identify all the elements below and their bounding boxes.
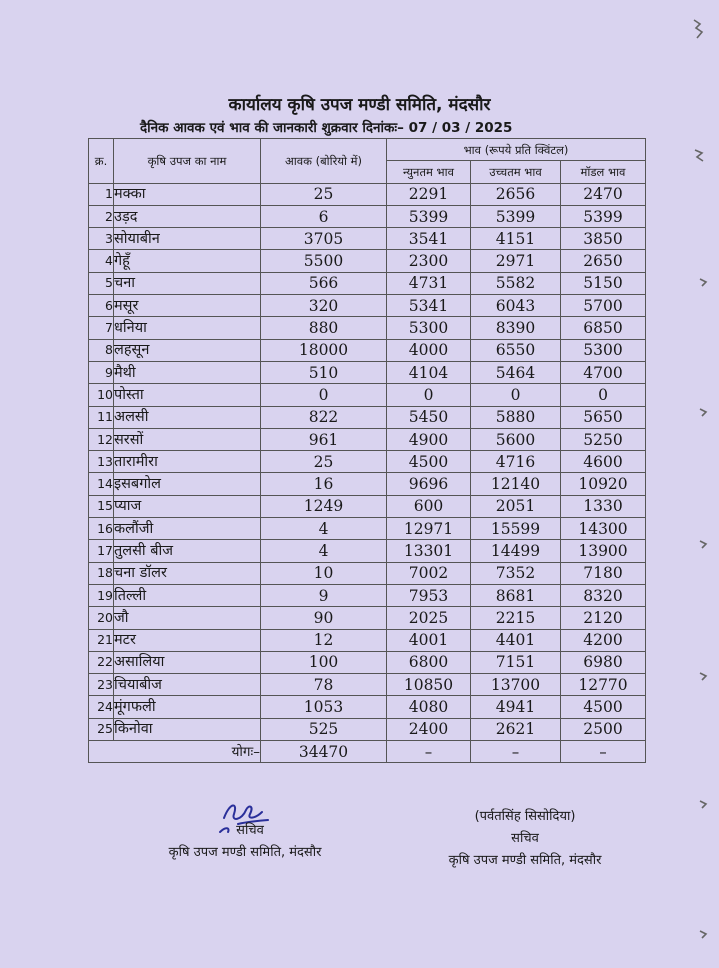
row-serial-number: 12	[89, 428, 114, 450]
row-serial-number: 9	[89, 361, 114, 383]
total-label: योगः–	[89, 741, 261, 763]
row-max-price: 12140	[471, 473, 561, 495]
row-serial-number: 14	[89, 473, 114, 495]
row-arrival: 4	[261, 518, 387, 540]
row-modal-price: 4500	[561, 696, 646, 718]
left-signatory-office: कृषि उपज मण्डी समिति, मंदसौर	[168, 845, 322, 860]
right-signatory-office: कृषि उपज मण्डी समिति, मंदसौर	[448, 853, 602, 868]
row-min-price: 10850	[387, 674, 471, 696]
row-serial-number: 3	[89, 228, 114, 250]
row-min-price: 5300	[387, 317, 471, 339]
row-serial-number: 6	[89, 295, 114, 317]
row-modal-price: 13900	[561, 540, 646, 562]
table-row	[89, 518, 646, 540]
row-arrival: 961	[261, 428, 387, 450]
row-serial-number: 5	[89, 272, 114, 294]
row-min-price: 2400	[387, 718, 471, 740]
row-serial-number: 4	[89, 250, 114, 272]
total-min-price: –	[387, 741, 471, 763]
row-crop-name: तिल्ली	[114, 584, 261, 606]
row-arrival: 10	[261, 562, 387, 584]
row-serial-number: 8	[89, 339, 114, 361]
right-signature-block	[400, 806, 650, 872]
row-min-price: 4080	[387, 696, 471, 718]
binder-hole-mark	[696, 796, 712, 816]
row-arrival: 320	[261, 295, 387, 317]
table-row	[89, 317, 646, 339]
row-crop-name: जौ	[114, 607, 261, 629]
row-crop-name: मक्का	[114, 183, 261, 205]
row-arrival: 25	[261, 183, 387, 205]
row-serial-number: 15	[89, 495, 114, 517]
row-serial-number: 2	[89, 205, 114, 227]
row-max-price: 5880	[471, 406, 561, 428]
row-modal-price: 4700	[561, 361, 646, 383]
row-min-price: 13301	[387, 540, 471, 562]
table-row	[89, 361, 646, 383]
row-modal-price: 5300	[561, 339, 646, 361]
row-max-price: 7151	[471, 651, 561, 673]
row-max-price: 5582	[471, 272, 561, 294]
row-crop-name: सोयाबीन	[114, 228, 261, 250]
row-crop-name: गेहूँ	[114, 250, 261, 272]
row-min-price: 9696	[387, 473, 471, 495]
row-min-price: 4900	[387, 428, 471, 450]
row-modal-price: 6980	[561, 651, 646, 673]
row-arrival: 5500	[261, 250, 387, 272]
row-min-price: 7002	[387, 562, 471, 584]
row-min-price: 3541	[387, 228, 471, 250]
row-arrival: 510	[261, 361, 387, 383]
table-row	[89, 250, 646, 272]
row-max-price: 4151	[471, 228, 561, 250]
row-modal-price: 8320	[561, 584, 646, 606]
row-max-price: 13700	[471, 674, 561, 696]
row-modal-price: 14300	[561, 518, 646, 540]
table-row	[89, 384, 646, 406]
row-crop-name: प्याज	[114, 495, 261, 517]
table-row	[89, 205, 646, 227]
row-max-price: 6550	[471, 339, 561, 361]
row-serial-number: 13	[89, 451, 114, 473]
row-crop-name: चना डॉलर	[114, 562, 261, 584]
row-serial-number: 18	[89, 562, 114, 584]
row-crop-name: अलसी	[114, 406, 261, 428]
table-row	[89, 428, 646, 450]
row-modal-price: 2470	[561, 183, 646, 205]
document-title: कार्यालय कृषि उपज मण्डी समिति, मंदसौर	[228, 95, 491, 115]
row-modal-price: 12770	[561, 674, 646, 696]
row-max-price: 2215	[471, 607, 561, 629]
row-max-price: 4941	[471, 696, 561, 718]
binder-hole-mark	[696, 926, 712, 946]
header-crop-name: कृषि उपज का नाम	[114, 139, 261, 184]
row-min-price: 5341	[387, 295, 471, 317]
row-min-price: 5399	[387, 205, 471, 227]
row-modal-price: 6850	[561, 317, 646, 339]
row-max-price: 14499	[471, 540, 561, 562]
table-row	[89, 295, 646, 317]
total-row	[89, 741, 646, 763]
row-min-price: 5450	[387, 406, 471, 428]
table-row	[89, 495, 646, 517]
row-min-price: 6800	[387, 651, 471, 673]
table-row	[89, 451, 646, 473]
row-arrival: 4	[261, 540, 387, 562]
row-serial-number: 25	[89, 718, 114, 740]
row-crop-name: चना	[114, 272, 261, 294]
table-row	[89, 562, 646, 584]
row-arrival: 525	[261, 718, 387, 740]
row-crop-name: सरसों	[114, 428, 261, 450]
row-serial-number: 23	[89, 674, 114, 696]
row-max-price: 7352	[471, 562, 561, 584]
row-min-price: 4000	[387, 339, 471, 361]
row-crop-name: मूंगफली	[114, 696, 261, 718]
binder-hole-mark	[696, 404, 712, 424]
row-arrival: 78	[261, 674, 387, 696]
row-arrival: 822	[261, 406, 387, 428]
row-arrival: 90	[261, 607, 387, 629]
row-serial-number: 21	[89, 629, 114, 651]
row-arrival: 566	[261, 272, 387, 294]
header-serial-number: क्र.	[89, 139, 114, 184]
binder-hole-mark	[690, 144, 710, 168]
table-row	[89, 607, 646, 629]
header-max-price: उच्चतम भाव	[471, 161, 561, 183]
row-serial-number: 22	[89, 651, 114, 673]
table-row	[89, 473, 646, 495]
row-serial-number: 20	[89, 607, 114, 629]
row-crop-name: चियाबीज	[114, 674, 261, 696]
row-max-price: 4401	[471, 629, 561, 651]
binder-hole-mark	[696, 668, 712, 688]
row-serial-number: 16	[89, 518, 114, 540]
row-max-price: 2971	[471, 250, 561, 272]
table-row	[89, 629, 646, 651]
row-crop-name: असालिया	[114, 651, 261, 673]
row-crop-name: उड़द	[114, 205, 261, 227]
table-row	[89, 272, 646, 294]
row-max-price: 2656	[471, 183, 561, 205]
row-arrival: 25	[261, 451, 387, 473]
table-row	[89, 183, 646, 205]
row-max-price: 5399	[471, 205, 561, 227]
row-modal-price: 2500	[561, 718, 646, 740]
row-crop-name: कलौंजी	[114, 518, 261, 540]
row-modal-price: 5650	[561, 406, 646, 428]
row-max-price: 8390	[471, 317, 561, 339]
row-max-price: 5600	[471, 428, 561, 450]
table-row	[89, 718, 646, 740]
row-modal-price: 2650	[561, 250, 646, 272]
row-crop-name: तारामीरा	[114, 451, 261, 473]
row-serial-number: 19	[89, 584, 114, 606]
row-arrival: 1053	[261, 696, 387, 718]
mandi-rate-table	[88, 138, 646, 763]
table-row	[89, 406, 646, 428]
row-min-price: 2291	[387, 183, 471, 205]
left-signatory-designation: सचिव	[236, 823, 264, 838]
table-row	[89, 339, 646, 361]
row-arrival: 3705	[261, 228, 387, 250]
row-crop-name: इसबगोल	[114, 473, 261, 495]
document-subtitle: दैनिक आवक एवं भाव की जानकारी शुक्रवार दिनांकः– 07 / 03 / 2025	[140, 120, 513, 136]
row-arrival: 6	[261, 205, 387, 227]
row-min-price: 4500	[387, 451, 471, 473]
row-crop-name: तुलसी बीज	[114, 540, 261, 562]
row-modal-price: 3850	[561, 228, 646, 250]
table-row	[89, 696, 646, 718]
row-min-price: 12971	[387, 518, 471, 540]
row-min-price: 600	[387, 495, 471, 517]
row-serial-number: 11	[89, 406, 114, 428]
row-arrival: 0	[261, 384, 387, 406]
row-crop-name: पोस्ता	[114, 384, 261, 406]
table-row	[89, 540, 646, 562]
row-max-price: 4716	[471, 451, 561, 473]
row-crop-name: मैथी	[114, 361, 261, 383]
row-modal-price: 5250	[561, 428, 646, 450]
row-min-price: 4001	[387, 629, 471, 651]
row-serial-number: 10	[89, 384, 114, 406]
header-price-group: भाव (रूपये प्रति क्विंटल)	[387, 139, 646, 161]
row-modal-price: 5399	[561, 205, 646, 227]
row-crop-name: लहसून	[114, 339, 261, 361]
row-modal-price: 5700	[561, 295, 646, 317]
row-min-price: 0	[387, 384, 471, 406]
row-arrival: 9	[261, 584, 387, 606]
row-serial-number: 17	[89, 540, 114, 562]
table-row	[89, 584, 646, 606]
row-min-price: 2300	[387, 250, 471, 272]
row-modal-price: 0	[561, 384, 646, 406]
row-arrival: 100	[261, 651, 387, 673]
row-modal-price: 10920	[561, 473, 646, 495]
row-min-price: 4104	[387, 361, 471, 383]
total-max-price: –	[471, 741, 561, 763]
row-modal-price: 2120	[561, 607, 646, 629]
row-crop-name: धनिया	[114, 317, 261, 339]
row-arrival: 12	[261, 629, 387, 651]
row-serial-number: 24	[89, 696, 114, 718]
row-min-price: 7953	[387, 584, 471, 606]
row-arrival: 1249	[261, 495, 387, 517]
row-max-price: 2621	[471, 718, 561, 740]
binder-hole-mark	[696, 274, 712, 294]
table-body	[89, 183, 646, 740]
row-max-price: 8681	[471, 584, 561, 606]
binder-hole-mark	[688, 14, 708, 44]
header-modal-price: मॉडल भाव	[561, 161, 646, 183]
row-crop-name: किनोवा	[114, 718, 261, 740]
row-modal-price: 4600	[561, 451, 646, 473]
header-min-price: न्युनतम भाव	[387, 161, 471, 183]
row-crop-name: मटर	[114, 629, 261, 651]
row-serial-number: 1	[89, 183, 114, 205]
header-arrival: आवक (बोरियो में)	[261, 139, 387, 184]
left-signature-block	[120, 798, 370, 864]
row-arrival: 880	[261, 317, 387, 339]
table-row	[89, 651, 646, 673]
right-signatory-name: (पर्वतसिंह सिसोदिया)	[474, 809, 576, 824]
binder-hole-mark	[696, 536, 712, 556]
row-modal-price: 5150	[561, 272, 646, 294]
row-max-price: 2051	[471, 495, 561, 517]
row-max-price: 6043	[471, 295, 561, 317]
row-modal-price: 4200	[561, 629, 646, 651]
row-serial-number: 7	[89, 317, 114, 339]
row-max-price: 5464	[471, 361, 561, 383]
row-min-price: 2025	[387, 607, 471, 629]
row-max-price: 15599	[471, 518, 561, 540]
row-modal-price: 7180	[561, 562, 646, 584]
row-arrival: 18000	[261, 339, 387, 361]
right-signatory-designation: सचिव	[511, 831, 539, 846]
table-row	[89, 674, 646, 696]
row-modal-price: 1330	[561, 495, 646, 517]
row-min-price: 4731	[387, 272, 471, 294]
total-arrival: 34470	[261, 741, 387, 763]
row-crop-name: मसूर	[114, 295, 261, 317]
total-modal-price: –	[561, 741, 646, 763]
row-max-price: 0	[471, 384, 561, 406]
row-arrival: 16	[261, 473, 387, 495]
table-row	[89, 228, 646, 250]
